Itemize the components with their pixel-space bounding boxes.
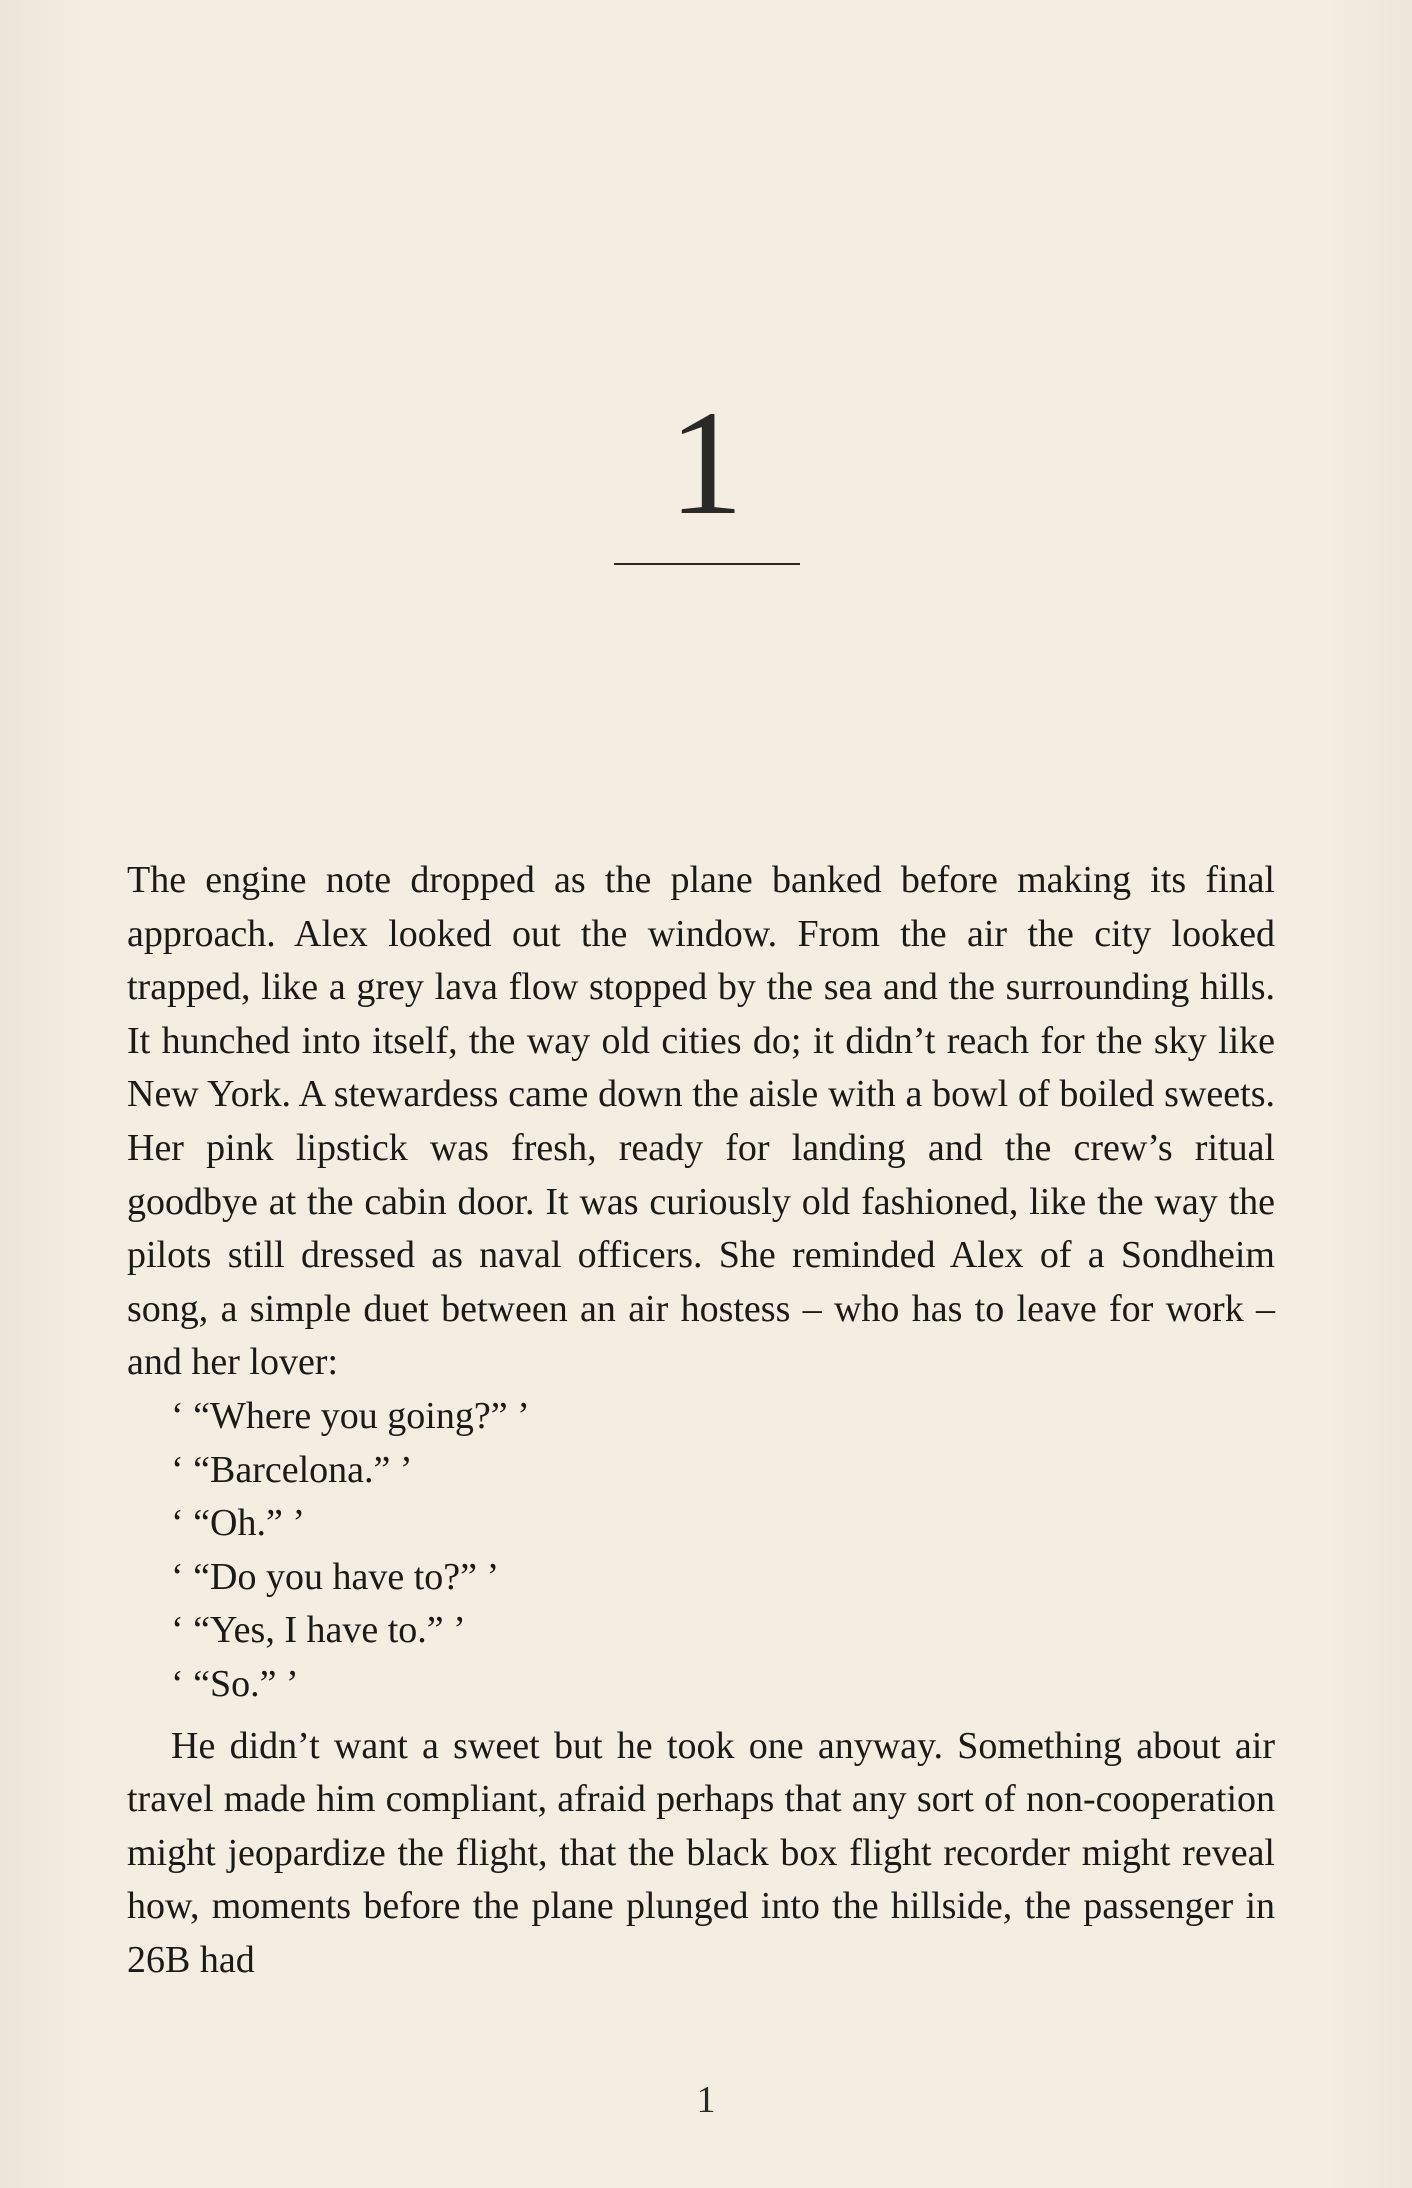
paragraph-continued: He didn’t want a sweet but he took one anyway. Something about air travel made him compliant, afraid perhaps that any sort of non-cooperation might jeopardize the flight, that the black box flight recorder might reveal how, moments before the plane plunged into the hillside, the passenger in 26B had — [127, 1724, 1275, 1981]
dialogue-line: ‘ “Oh.” ’ — [171, 1502, 305, 1545]
dialogue-line: ‘ “So.” ’ — [171, 1662, 299, 1705]
dialogue-line: ‘ “Do you have to?” ’ — [171, 1555, 500, 1598]
dialogue-line: ‘ “Yes, I have to.” ’ — [171, 1609, 466, 1652]
paragraph-gap — [127, 1712, 1275, 1720]
page-number: 1 — [696, 2079, 716, 2121]
chapter-rule — [614, 563, 800, 565]
body-text — [127, 854, 1275, 1987]
paragraph-opening: The engine note dropped as the plane banked before making its final approach. Alex looked out the window. From the air the city looked trapped, like a grey lava flow stopped by the sea and the surrounding hills. It hunched into itself, the way old cities do; it didn’t reach for the sky like New York. A stewardess came down the aisle with a bowl of boiled sweets. Her pink lipstick was fresh, ready for landing and the crew’s ritual goodbye at the cabin door. It was curiously old fashioned, like the way the pilots still dressed as naval officers. She reminded Alex of a Sondheim song, a simple duet between an air hostess – who has to leave for work – and her lover: — [127, 859, 1275, 1384]
chapter-number: 1 — [668, 380, 744, 546]
dialogue-line: ‘ “Barcelona.” ’ — [171, 1448, 413, 1491]
dialogue-line: ‘ “Where you going?” ’ — [171, 1394, 530, 1437]
